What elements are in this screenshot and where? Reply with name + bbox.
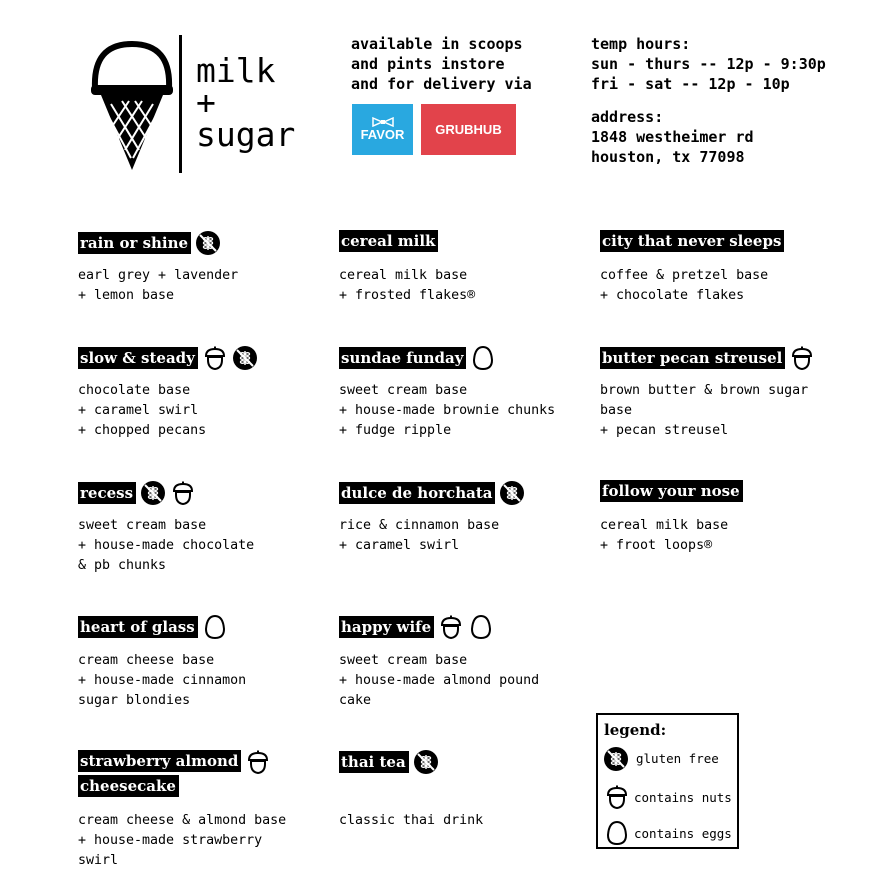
legend-eggs-label: contains eggs [634,826,732,841]
flavor-rain-or-shine [78,230,221,256]
availability-line-3: and for delivery via [351,75,532,93]
flavor-title: recess [78,482,136,504]
egg-icon [604,820,630,846]
nut-icon [245,749,271,775]
flavor-cereal-milk [339,230,438,252]
flavor-description: sweet cream base + house-made chocolate & pb chunks [78,518,255,573]
legend-heading: legend: [604,721,667,739]
flavor-title: cereal milk [339,230,438,252]
favor-delivery-button[interactable] [352,104,413,155]
flavor-title: butter pecan streusel [600,347,785,369]
flavor-title: sundae funday [339,347,466,369]
hours-heading: temp hours: [591,35,691,53]
flavor-description: brown butter & brown sugar base + pecan streusel [600,383,809,438]
flavor-recess [78,480,196,506]
grubhub-label: GRUBHUB [435,122,502,137]
nut-icon [604,784,630,810]
logo-divider [179,35,182,173]
brand-name-plus: + [196,83,216,122]
address-heading: address: [591,108,664,126]
flavor-description: sweet cream base + house-made brownie chunks + fudge ripple [339,383,556,438]
gluten-free-icon [195,230,221,256]
flavor-sundae-funday [339,345,496,371]
flavor-title: thai tea [339,751,409,773]
flavor-description: chocolate base + caramel swirl + chopped pecans [78,383,207,438]
flavor-title: happy wife [339,616,434,638]
flavor-title: slow & steady [78,347,198,369]
flavor-title-line-1: strawberry almond [78,750,241,772]
address-city: houston, tx 77098 [591,148,745,166]
bow-tie-icon [372,117,394,127]
flavor-title: rain or shine [78,232,191,254]
flavor-description: rice & cinnamon base + caramel swirl [339,518,500,553]
gluten-free-icon [140,480,166,506]
flavor-butter-pecan-streusel [600,345,815,371]
brand-name-milk: milk [196,51,276,90]
favor-label: FAVOR [360,127,405,142]
flavor-happy-wife [339,614,494,640]
hours-weekend: fri - sat -- 12p - 10p [591,75,790,93]
flavor-description: earl grey + lavender + lemon base [78,268,239,303]
flavor-description: sweet cream base + house-made almond pound cake [339,653,540,708]
nut-icon [170,480,196,506]
flavor-description: cream cheese base + house-made cinnamon sugar blondies [78,653,247,708]
flavor-thai-tea [339,749,439,775]
flavor-description: classic thai drink [339,813,484,828]
flavor-heart-of-glass [78,614,228,640]
egg-icon [468,614,494,640]
flavor-description: cereal milk base + froot loops® [600,518,729,553]
legend-gluten-free-label: gluten free [636,751,719,766]
nut-icon [789,345,815,371]
nut-icon [438,614,464,640]
gluten-free-icon [413,749,439,775]
flavor-title: heart of glass [78,616,198,638]
flavor-strawberry-almond-cheesecake [78,749,271,799]
flavor-title-line-2: cheesecake [78,775,179,797]
hours-weekday: sun - thurs -- 12p - 9:30p [591,55,826,73]
legend-nuts-label: contains nuts [634,790,732,805]
flavor-description: cream cheese & almond base + house-made strawberry swirl [78,813,287,868]
availability-line-1: available in scoops [351,35,523,53]
grubhub-delivery-button[interactable] [421,104,516,155]
gluten-free-icon [603,746,629,772]
availability-line-2: and pints instore [351,55,505,73]
ice-cream-cone-logo-icon [89,38,175,174]
flavor-city-that-never-sleeps [600,230,784,252]
brand-name-sugar: sugar [196,115,296,154]
nut-icon [202,345,228,371]
flavor-follow-your-nose [600,480,743,502]
address-street: 1848 westheimer rd [591,128,754,146]
gluten-free-icon [232,345,258,371]
flavor-slow-and-steady [78,345,258,371]
flavor-title: dulce de horchata [339,482,495,504]
gluten-free-icon [499,480,525,506]
flavor-description: cereal milk base + frosted flakes® [339,268,476,303]
egg-icon [202,614,228,640]
egg-icon [470,345,496,371]
flavor-title: follow your nose [600,480,743,502]
flavor-title: city that never sleeps [600,230,784,252]
flavor-dulce-de-horchata [339,480,525,506]
flavor-description: coffee & pretzel base + chocolate flakes [600,268,769,303]
